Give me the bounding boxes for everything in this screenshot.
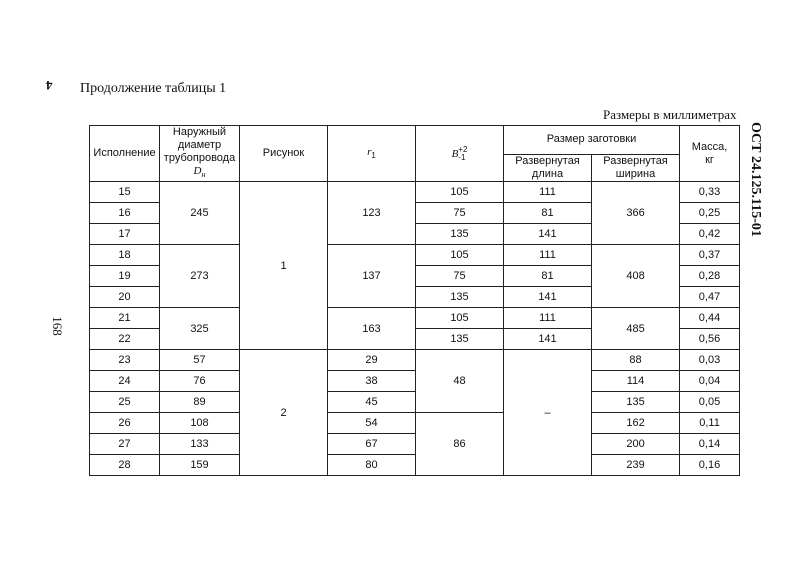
cell-mass: 0,37	[680, 245, 740, 266]
cell-mass: 0,11	[680, 413, 740, 434]
header-b	[416, 126, 504, 182]
cell-width: 200	[592, 434, 680, 455]
page-number-side: 168	[50, 316, 65, 336]
dimensions-table	[89, 125, 740, 476]
cell-width: 408	[592, 245, 680, 308]
cell-execution: 20	[90, 287, 160, 308]
b-superscript: +2	[458, 144, 468, 154]
r-symbol: r	[367, 145, 372, 158]
cell-r1: 67	[328, 434, 416, 455]
cell-b: 105	[416, 308, 504, 329]
header-r1	[328, 126, 416, 182]
cell-r1: 123	[328, 182, 416, 245]
cell-execution: 18	[90, 245, 160, 266]
header-figure: Рисунок	[240, 126, 328, 182]
cell-b: 86	[416, 413, 504, 476]
header-length-line1: Развернутая	[515, 154, 580, 167]
header-execution: Исполнение	[90, 126, 160, 182]
table-row	[90, 434, 740, 455]
header-mass-line1: Масса,	[691, 140, 728, 153]
cell-execution: 28	[90, 455, 160, 476]
b-subscript: -1	[458, 152, 466, 162]
cell-width: 88	[592, 350, 680, 371]
header-row	[90, 126, 740, 155]
b-symbol: B	[451, 147, 459, 160]
table-row	[90, 182, 740, 203]
cell-length: –	[504, 350, 592, 476]
cell-width: 239	[592, 455, 680, 476]
cell-mass: 0,14	[680, 434, 740, 455]
cell-diameter: 108	[160, 413, 240, 434]
cell-length: 111	[504, 245, 592, 266]
cell-length: 81	[504, 266, 592, 287]
cell-diameter: 325	[160, 308, 240, 350]
table-row	[90, 308, 740, 329]
header-diameter-line1: Наружный	[172, 126, 227, 138]
cell-width: 485	[592, 308, 680, 350]
cell-r1: 137	[328, 245, 416, 308]
page-number-top: 4	[46, 78, 53, 93]
cell-execution: 25	[90, 392, 160, 413]
cell-length: 81	[504, 203, 592, 224]
cell-r1: 38	[328, 371, 416, 392]
cell-b: 135	[416, 224, 504, 245]
cell-diameter: 76	[160, 371, 240, 392]
r-subscript: 1	[371, 150, 376, 160]
cell-execution: 24	[90, 371, 160, 392]
cell-mass: 0,16	[680, 455, 740, 476]
cell-r1: 45	[328, 392, 416, 413]
cell-execution: 26	[90, 413, 160, 434]
continuation-title: Продолжение таблицы 1	[80, 81, 227, 96]
header-developed-length	[504, 154, 592, 182]
cell-b: 105	[416, 245, 504, 266]
cell-mass: 0,47	[680, 287, 740, 308]
header-developed-width	[592, 154, 680, 182]
cell-b: 135	[416, 287, 504, 308]
cell-figure: 2	[240, 350, 328, 476]
cell-b: 105	[416, 182, 504, 203]
cell-r1: 54	[328, 413, 416, 434]
header-width-line1: Развернутая	[603, 154, 668, 167]
cell-mass: 0,28	[680, 266, 740, 287]
cell-execution: 17	[90, 224, 160, 245]
table-row	[90, 371, 740, 392]
cell-diameter: 273	[160, 245, 240, 308]
cell-diameter: 245	[160, 182, 240, 245]
cell-execution: 22	[90, 329, 160, 350]
cell-diameter: 57	[160, 350, 240, 371]
standard-code: ОСТ 24.125.115-01	[748, 122, 763, 237]
cell-mass: 0,56	[680, 329, 740, 350]
header-blank-size: Размер заготовки	[504, 126, 680, 155]
cell-mass: 0,25	[680, 203, 740, 224]
cell-mass: 0,44	[680, 308, 740, 329]
diameter-symbol: D	[193, 165, 202, 177]
cell-diameter: 89	[160, 392, 240, 413]
cell-mass: 0,04	[680, 371, 740, 392]
diameter-subscript: н	[201, 170, 206, 180]
cell-b: 75	[416, 266, 504, 287]
cell-length: 111	[504, 308, 592, 329]
table-row	[90, 413, 740, 434]
cell-b: 48	[416, 350, 504, 413]
header-width-line2: ширина	[615, 167, 656, 180]
cell-mass: 0,05	[680, 392, 740, 413]
cell-length: 141	[504, 224, 592, 245]
cell-diameter: 133	[160, 434, 240, 455]
cell-r1: 163	[328, 308, 416, 350]
header-diameter-line2: диаметр	[177, 139, 222, 151]
table-row	[90, 392, 740, 413]
cell-execution: 27	[90, 434, 160, 455]
cell-execution: 23	[90, 350, 160, 371]
header-mass	[680, 126, 740, 182]
cell-width: 114	[592, 371, 680, 392]
cell-length: 111	[504, 182, 592, 203]
cell-length: 141	[504, 287, 592, 308]
cell-width: 366	[592, 182, 680, 245]
units-note: Размеры в миллиметрах	[603, 107, 737, 122]
cell-mass: 0,33	[680, 182, 740, 203]
cell-r1: 29	[328, 350, 416, 371]
cell-execution: 15	[90, 182, 160, 203]
cell-b: 135	[416, 329, 504, 350]
cell-mass: 0,42	[680, 224, 740, 245]
header-diameter-line3: трубопровода	[163, 152, 236, 164]
cell-width: 162	[592, 413, 680, 434]
cell-mass: 0,03	[680, 350, 740, 371]
cell-figure: 1	[240, 182, 328, 350]
cell-r1: 80	[328, 455, 416, 476]
table-row	[90, 245, 740, 266]
cell-b: 75	[416, 203, 504, 224]
header-mass-line2: кг	[705, 153, 714, 166]
cell-execution: 21	[90, 308, 160, 329]
cell-execution: 16	[90, 203, 160, 224]
table-row	[90, 350, 740, 371]
cell-width: 135	[592, 392, 680, 413]
cell-diameter: 159	[160, 455, 240, 476]
cell-execution: 19	[90, 266, 160, 287]
table-row	[90, 455, 740, 476]
header-diameter	[160, 126, 240, 182]
cell-length: 141	[504, 329, 592, 350]
header-length-line2: длина	[531, 167, 564, 180]
